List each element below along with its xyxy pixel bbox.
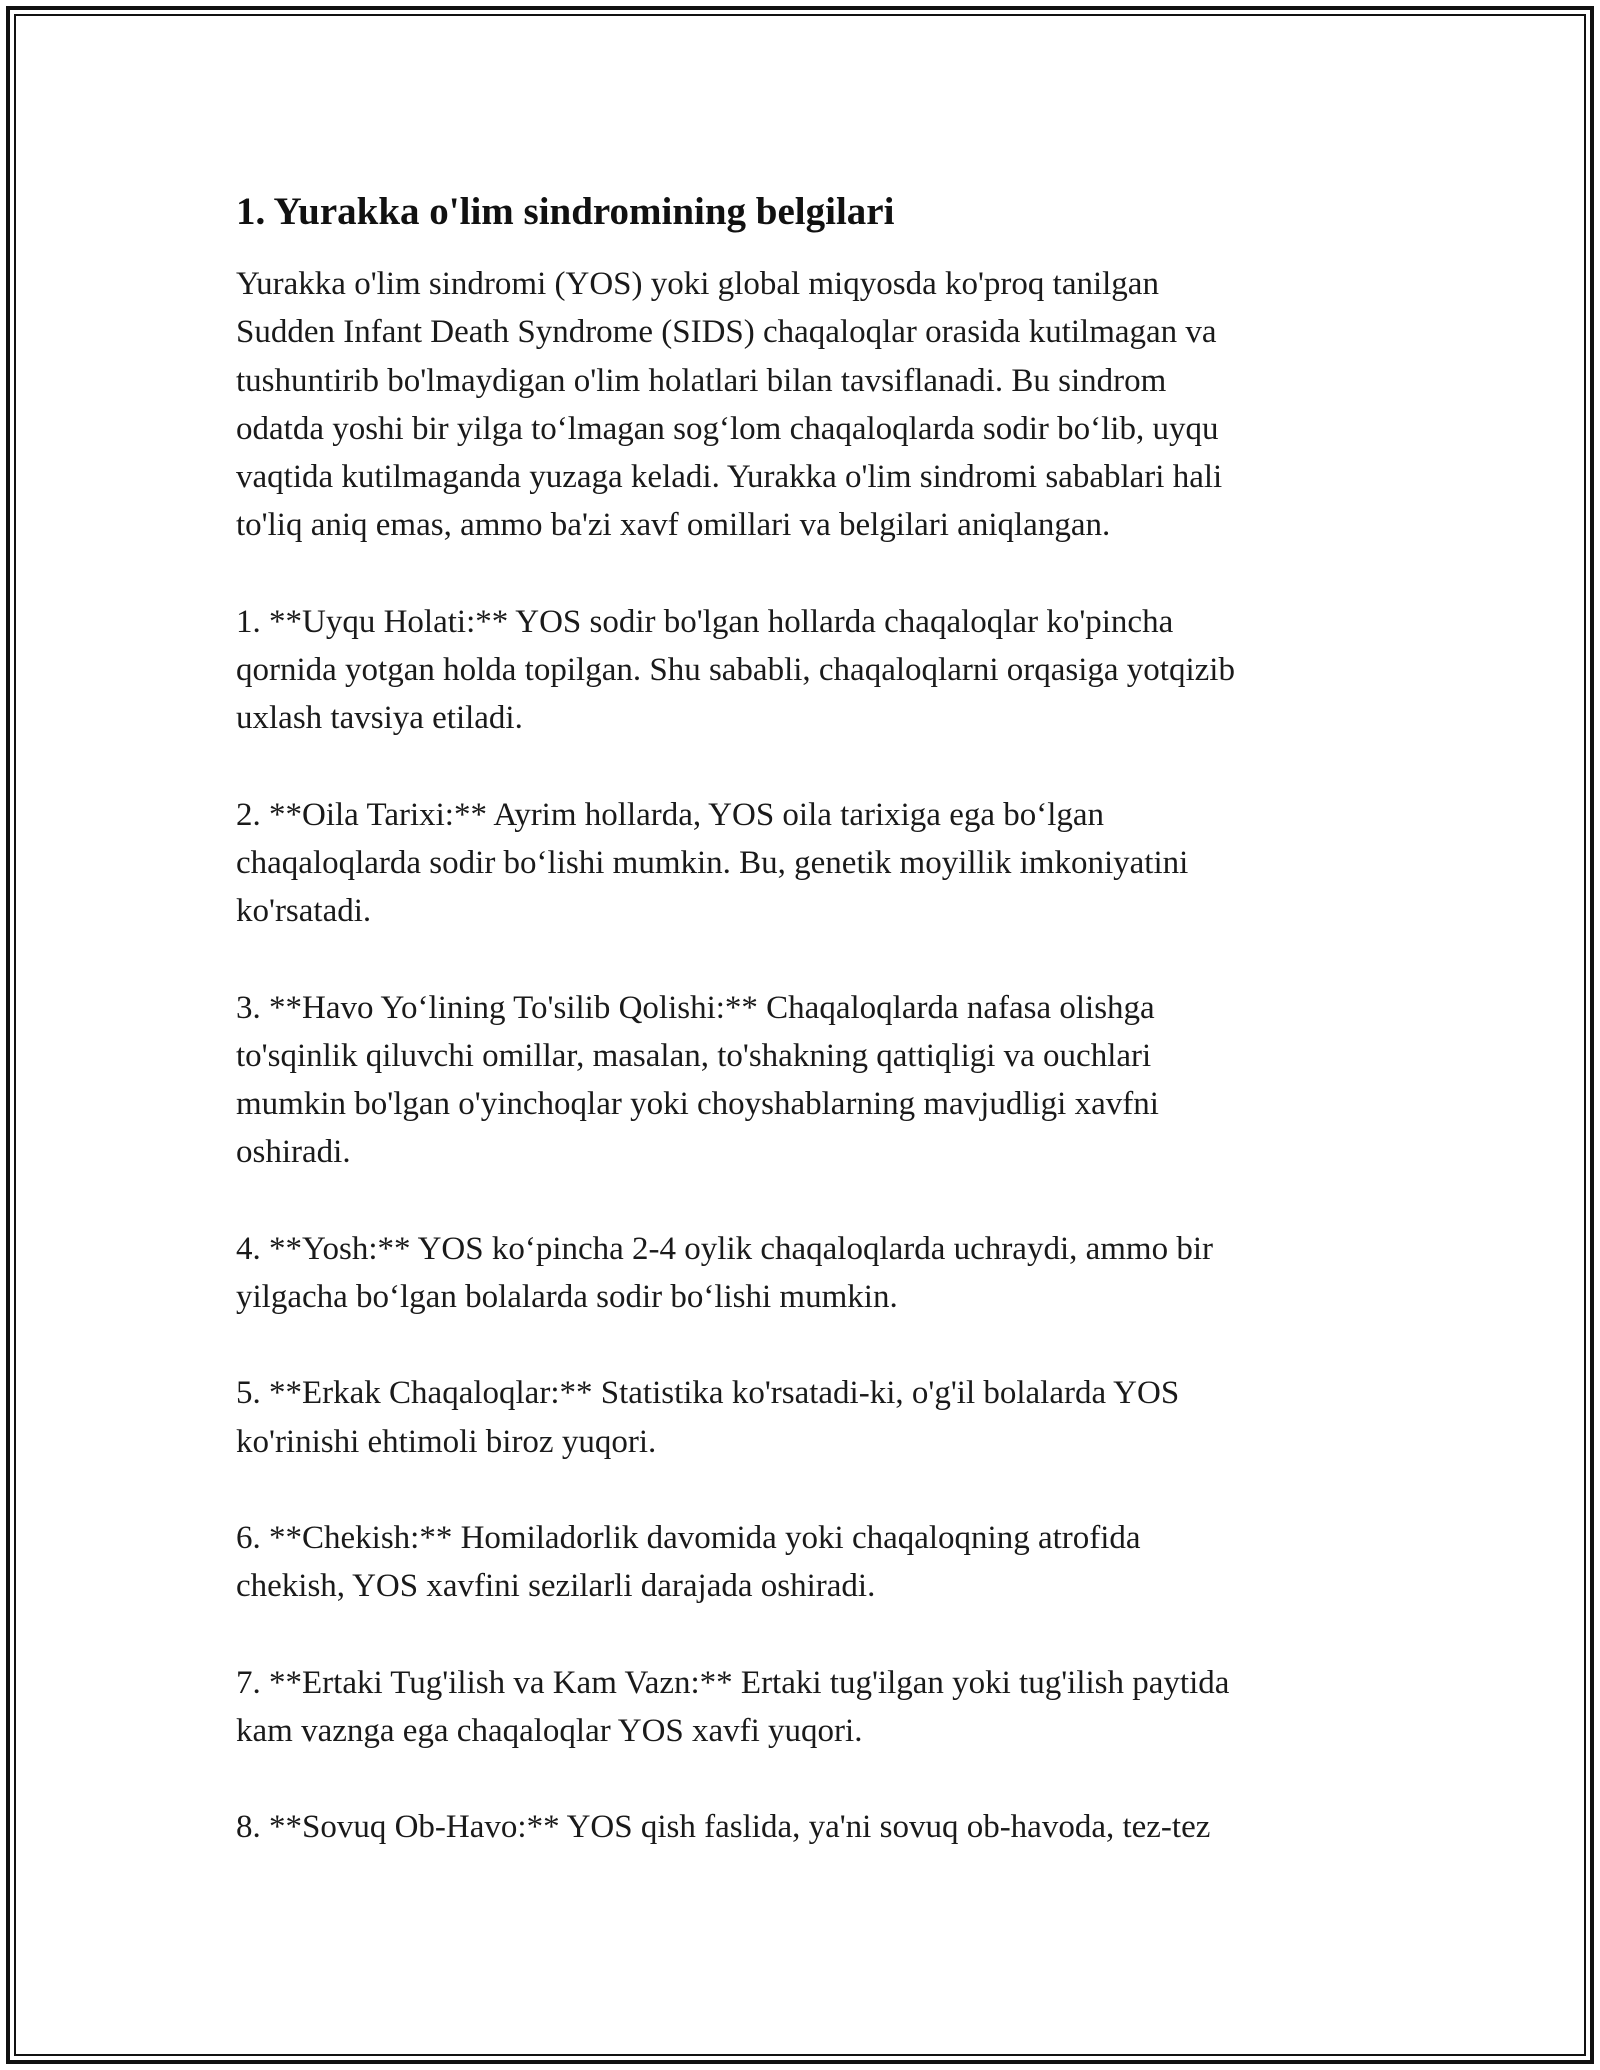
list-item-male-infants: 5. **Erkak Chaqaloqlar:** Statistika ko'rsatadi-ki, o'g'il bolalarda YOS ko'rinishi ehtimoli biroz yuqori. <box>236 1375 1180 1460</box>
list-item-age: 4. **Yosh:** YOS ko‘pincha 2-4 oylik chaqaloqlarda uchraydi, ammo bir yilgacha bo‘lgan bolalarda sodir bo‘lishi mumkin. <box>236 1230 1214 1316</box>
intro-paragraph: Yurakka o'lim sindromi (YOS) yoki global miqyosda ko'proq tanilgan Sudden Infant Death Syndrome (SIDS) chaqaloqlar orasida kutilmagan va tushuntirib bo'lmaydigan o'lim holatlari bilan tavsiflanadi. Bu sindrom odatda yoshi bir yilga to‘lmagan sog‘lom chaqaloqlarda sodir bo‘lib, uyqu vaqtida kutilmaganda yuzaga keladi. Yurakka o'lim sindromi sabablari hali to'liq aniq emas, ammo ba'zi xavf omillari va belgilari aniqlangan. <box>236 266 1223 544</box>
list-item-smoking: 6. **Chekish:** Homiladorlik davomida yoki chaqaloqning atrofida chekish, YOS xavfini sezilarli darajada oshiradi. <box>236 1519 1141 1605</box>
list-item-premature-birth: 7. **Ertaki Tug'ilish va Kam Vazn:** Ertaki tug'ilgan yoki tug'ilish paytida kam vaznga ega chaqaloqlar YOS xavfi yuqori. <box>236 1664 1230 1749</box>
section-heading: 1. Yurakka o'lim sindromining belgilari <box>236 190 895 233</box>
list-item-cold-weather: 8. **Sovuq Ob-Havo:** YOS qish faslida, ya'ni sovuq ob-havoda, tez-tez <box>236 1809 1211 1846</box>
document-body <box>236 186 1366 1899</box>
list-item-sleep-position: 1. **Uyqu Holati:** YOS sodir bo'lgan hollarda chaqaloqlar ko'pincha qornida yotgan holda topilgan. Shu sababli, chaqaloqlarni orqasiga yotqizib uxlash tavsiya etiladi. <box>236 603 1235 737</box>
list-item-airway-obstruction: 3. **Havo Yo‘lining To'silib Qolishi:** Chaqaloqlarda nafasa olishga to'sqinlik qiluvchi omillar, masalan, to'shakning qattiqligi va ouchlari mumkin bo'lgan o'yinchoqlar yoki choyshablarning mavjudligi xavfni oshiradi. <box>236 989 1159 1171</box>
list-item-family-history: 2. **Oila Tarixi:** Ayrim hollarda, YOS oila tarixiga ega bo‘lgan chaqaloqlarda sodir bo‘lishi mumkin. Bu, genetik moyillik imkoniyatini ko'rsatadi. <box>236 796 1189 930</box>
